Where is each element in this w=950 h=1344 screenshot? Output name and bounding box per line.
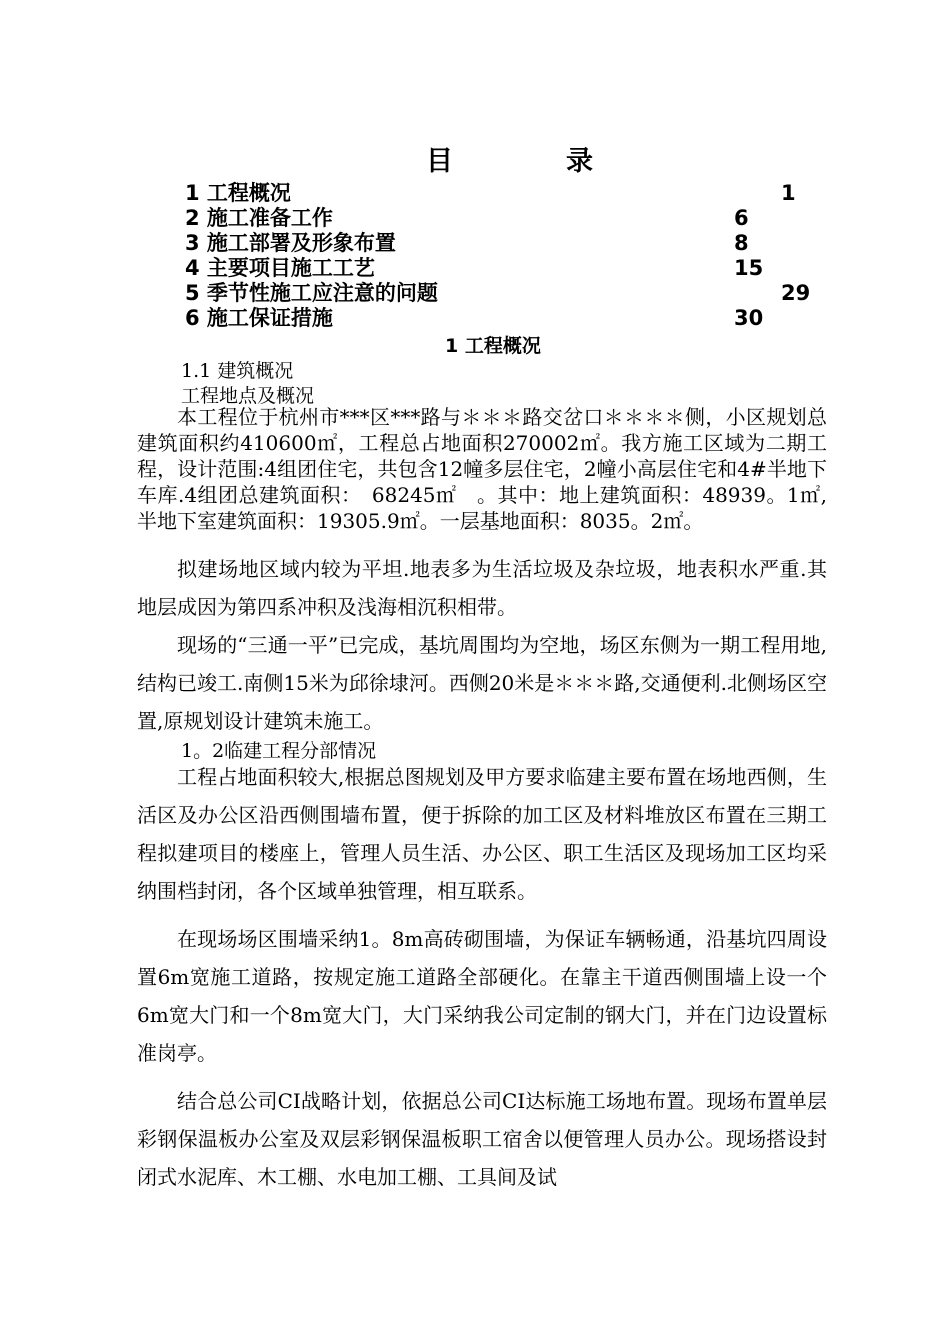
toc-item-label: 2 施工准备工作 <box>185 206 333 230</box>
paragraph: 在现场场区围墙采纳1。8m高砖砌围墙，为保证车辆畅通，沿基坑四周设置6m宽施工道路，按规定施工道路全部硬化。在靠主干道西侧围墙上设一个6m宽大门和一个8m宽大门，大门采纳我公司定制的钢大门，并在门边设置标准岗亭。 <box>137 927 827 1065</box>
paragraph: 拟建场地区域内较为平坦.地表多为生活垃圾及杂垃圾，地表积水严重.其地层成因为第四系冲积及浅海相沉积相带。 <box>137 557 827 619</box>
toc-item-page: 30 <box>734 306 764 330</box>
toc-item-page: 8 <box>734 231 749 255</box>
toc-item-page: 1 <box>781 181 796 205</box>
paragraph: 现场的“三通一平”已完成，基坑周围均为空地，场区东侧为一期工程用地,结构已竣工.南侧15米为邱徐埭河。西侧20米是＊＊＊路,交通便利.北侧场区空置,原规划设计建筑未施工。 <box>137 633 827 733</box>
toc-item-page: 6 <box>734 206 749 230</box>
toc-item-label: 5 季节性施工应注意的问题 <box>185 281 438 305</box>
toc-item-page: 15 <box>734 256 764 280</box>
toc-item-label: 3 施工部署及形象布置 <box>185 231 396 255</box>
subsection-heading: 1。2临建工程分部情况 <box>181 740 377 762</box>
paragraph: 工程占地面积较大,根据总图规划及甲方要求临建主要布置在场地西侧，生活区及办公区沿西侧围墙布置，便于拆除的加工区及材料堆放区布置在三期工程拟建项目的楼座上，管理人员生活、办公区、职工生活区及现场加工区均采纳围档封闭，各个区域单独管理，相互联系。 <box>137 765 827 903</box>
body-text-block <box>137 758 827 1196</box>
toc-title-right: 录 <box>566 146 593 177</box>
toc-item-label: 6 施工保证措施 <box>185 306 333 330</box>
paragraph: 本工程位于杭州市***区***路与＊＊＊路交岔口＊＊＊＊侧，小区规划总建筑面积约410600㎡，工程总占地面积270002㎡。我方施工区域为二期工程，设计范围:4组团住宅，共包含12幢多层住宅，2幢小高层住宅和4#半地下车库.4组团总建筑面积： 68245㎡ 。其中：地上建筑面积：48939。1㎡,半地下室建筑面积：19305.9㎡。一层基地面积：8035。2㎡。 <box>137 405 827 533</box>
section-heading: 1 工程概况 <box>445 335 541 357</box>
toc-item-page: 29 <box>781 281 811 305</box>
body-text-block <box>137 550 827 740</box>
paragraph: 结合总公司CI战略计划，依据总公司CI达标施工场地布置。现场布置单层彩钢保温板办公室及双层彩钢保温板职工宿舍以便管理人员办公。现场搭设封闭式水泥库、木工棚、水电加工棚、工具间及试 <box>137 1089 827 1189</box>
subsection-heading: 1.1 建筑概况 <box>181 360 294 382</box>
subsection-heading: 工程地点及概况 <box>181 385 315 407</box>
toc-item-label: 4 主要项目施工工艺 <box>185 256 375 280</box>
body-text-block <box>137 404 827 534</box>
toc-title-left: 目 <box>426 146 453 177</box>
toc-item-label: 1 工程概况 <box>185 181 291 205</box>
